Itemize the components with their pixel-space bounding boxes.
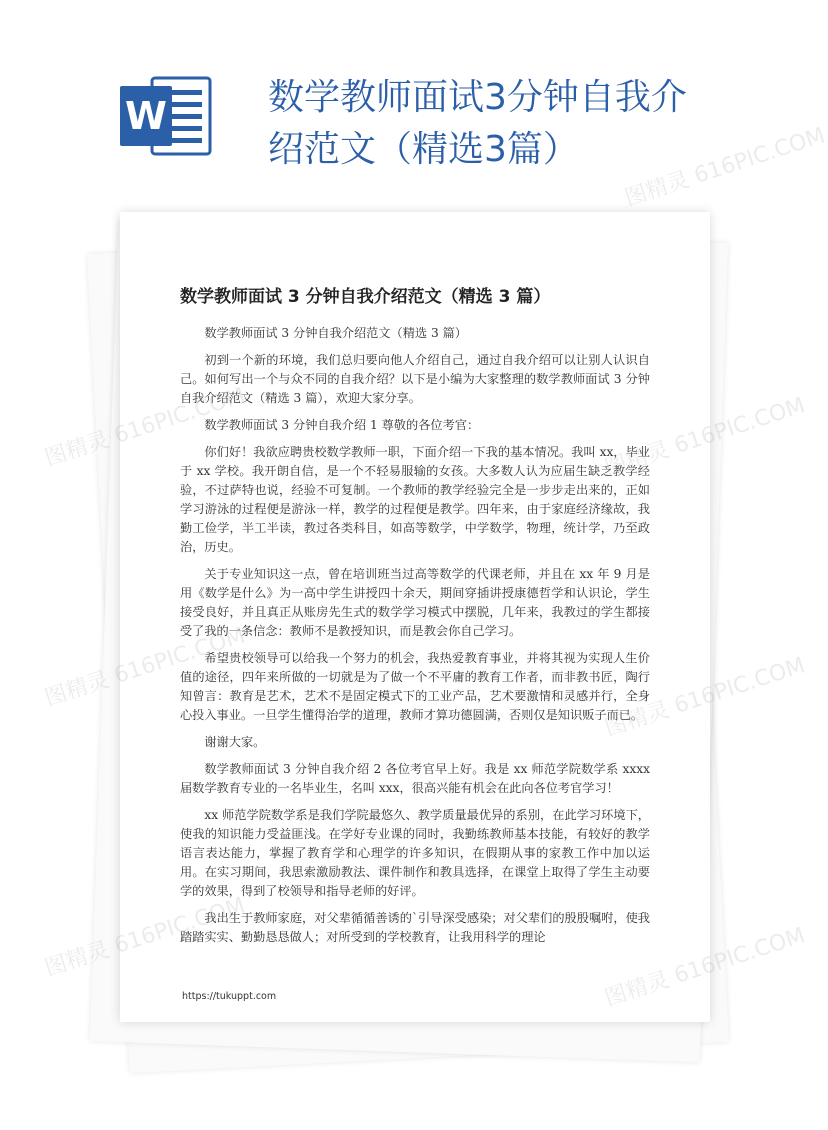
page-title: 数学教师面试3分钟自我介绍范文（精选3篇） <box>268 77 687 170</box>
paragraph: 谢谢大家。 <box>204 735 266 749</box>
paragraph: 我出生于教师家庭，对父辈循循善诱的`引导深受感染；对父辈们的殷殷嘱咐，使我踏踏实实、勤勤恳恳做人；对所受到的学校教育，让我用科学的理论 <box>180 911 650 944</box>
paragraph: xx 师范学院数学系是我们学院最悠久、教学质量最优异的系别，在此学习环境下，使我的知识能力受益匪浅。在学好专业课的同时，我勤练教师基本技能，有较好的教学语言表达能力，掌握了教育学和心理学的许多知识，在假期从事的家教工作中加以运用。在实习期间，我思索激励教法、课件制作和教具选择，在课堂上取得了学生主动要学的效果，得到了校领导和指导老师的好评。 <box>180 808 650 898</box>
watermark: 图精灵 616PIC.COM <box>601 393 809 482</box>
paragraph: 数学教师面试 3 分钟自我介绍 2 各位考官早上好。我是 xx 师范学院数学系 xxxx 届数学教育专业的一名毕业生，名叫 xxx，很高兴能有机会在此向各位考官学习！ <box>180 762 650 795</box>
watermark: 图精灵 616PIC.COM <box>601 653 809 742</box>
paragraph: 希望贵校领导可以给我一个努力的机会，我热爱教育事业，并将其视为实现人生价值的途径，四年来所做的一切就是为了做一个不平庸的教育工作者，而非教书匠，陶行知曾言：教育是艺术，艺术不是固定模式下的工业产品，艺术要激情和灵感并行，全身心投入事业。一旦学生懂得治学的道理，教师才算功德圆满，否则仅是知识贩子而已。 <box>180 651 650 722</box>
document-page <box>120 212 710 1022</box>
watermark: 图精灵 616PIC.COM <box>41 623 249 712</box>
paragraph: 初到一个新的环境，我们总归要向他人介绍自己，通过自我介绍可以让别人认识自己。如何写出一个与众不同的自我介绍？以下是小编为大家整理的数学教师面试 3 分钟自我介绍范文（精选 3 篇），欢迎大家分享。 <box>180 353 650 405</box>
paragraph: 数学教师面试 3 分钟自我介绍 1 尊敬的各位考官： <box>204 418 480 432</box>
paragraph: 数学教师面试 3 分钟自我介绍范文（精选 3 篇） <box>204 326 467 340</box>
footer-url: https://tukuppt.com <box>182 991 277 1002</box>
word-logo-letter: W <box>125 94 167 138</box>
paragraph: 关于专业知识这一点，曾在培训班当过高等数学的代课老师，并且在 xx 年 9 月是用《数学是什么》为一高中学生讲授四十余天，期间穿插讲授康德哲学和认识论，学生接受良好，并且真正从账房先生式的数学学习模式中摆脱，几年来，我教过的学生都接受了我的一条信念：教师不是教授知识，而是教会你自己学习。 <box>180 567 650 638</box>
paragraph: 你们好！我欲应聘贵校数学教师一职，下面介绍一下我的基本情况。我叫 xx，毕业于 xx 学校。我开朗自信，是一个不轻易服输的女孩。大多数人认为应届生缺乏教学经验，不过萨特也说，经验不可复制。一个教师的教学经验完全是一步步走出来的，正如学习游泳的过程便是游泳一样，教学的过程便是教学。四年来，由于家庭经济缘故，我勤工俭学，半工半读，教过各类科目，如高等数学，中学数学，物理，统计学，乃至政治，历史。 <box>180 445 650 554</box>
watermark: 图精灵 616PIC.COM <box>41 893 249 982</box>
word-document-icon <box>118 72 214 160</box>
watermark: 图精灵 616PIC.COM <box>41 383 249 472</box>
watermark: 图精灵 616PIC.COM <box>621 123 828 212</box>
document-title: 数学教师面试 3 分钟自我介绍范文（精选 3 篇） <box>180 287 551 307</box>
watermark: 图精灵 616PIC.COM <box>601 923 809 1012</box>
document-body <box>180 324 650 955</box>
